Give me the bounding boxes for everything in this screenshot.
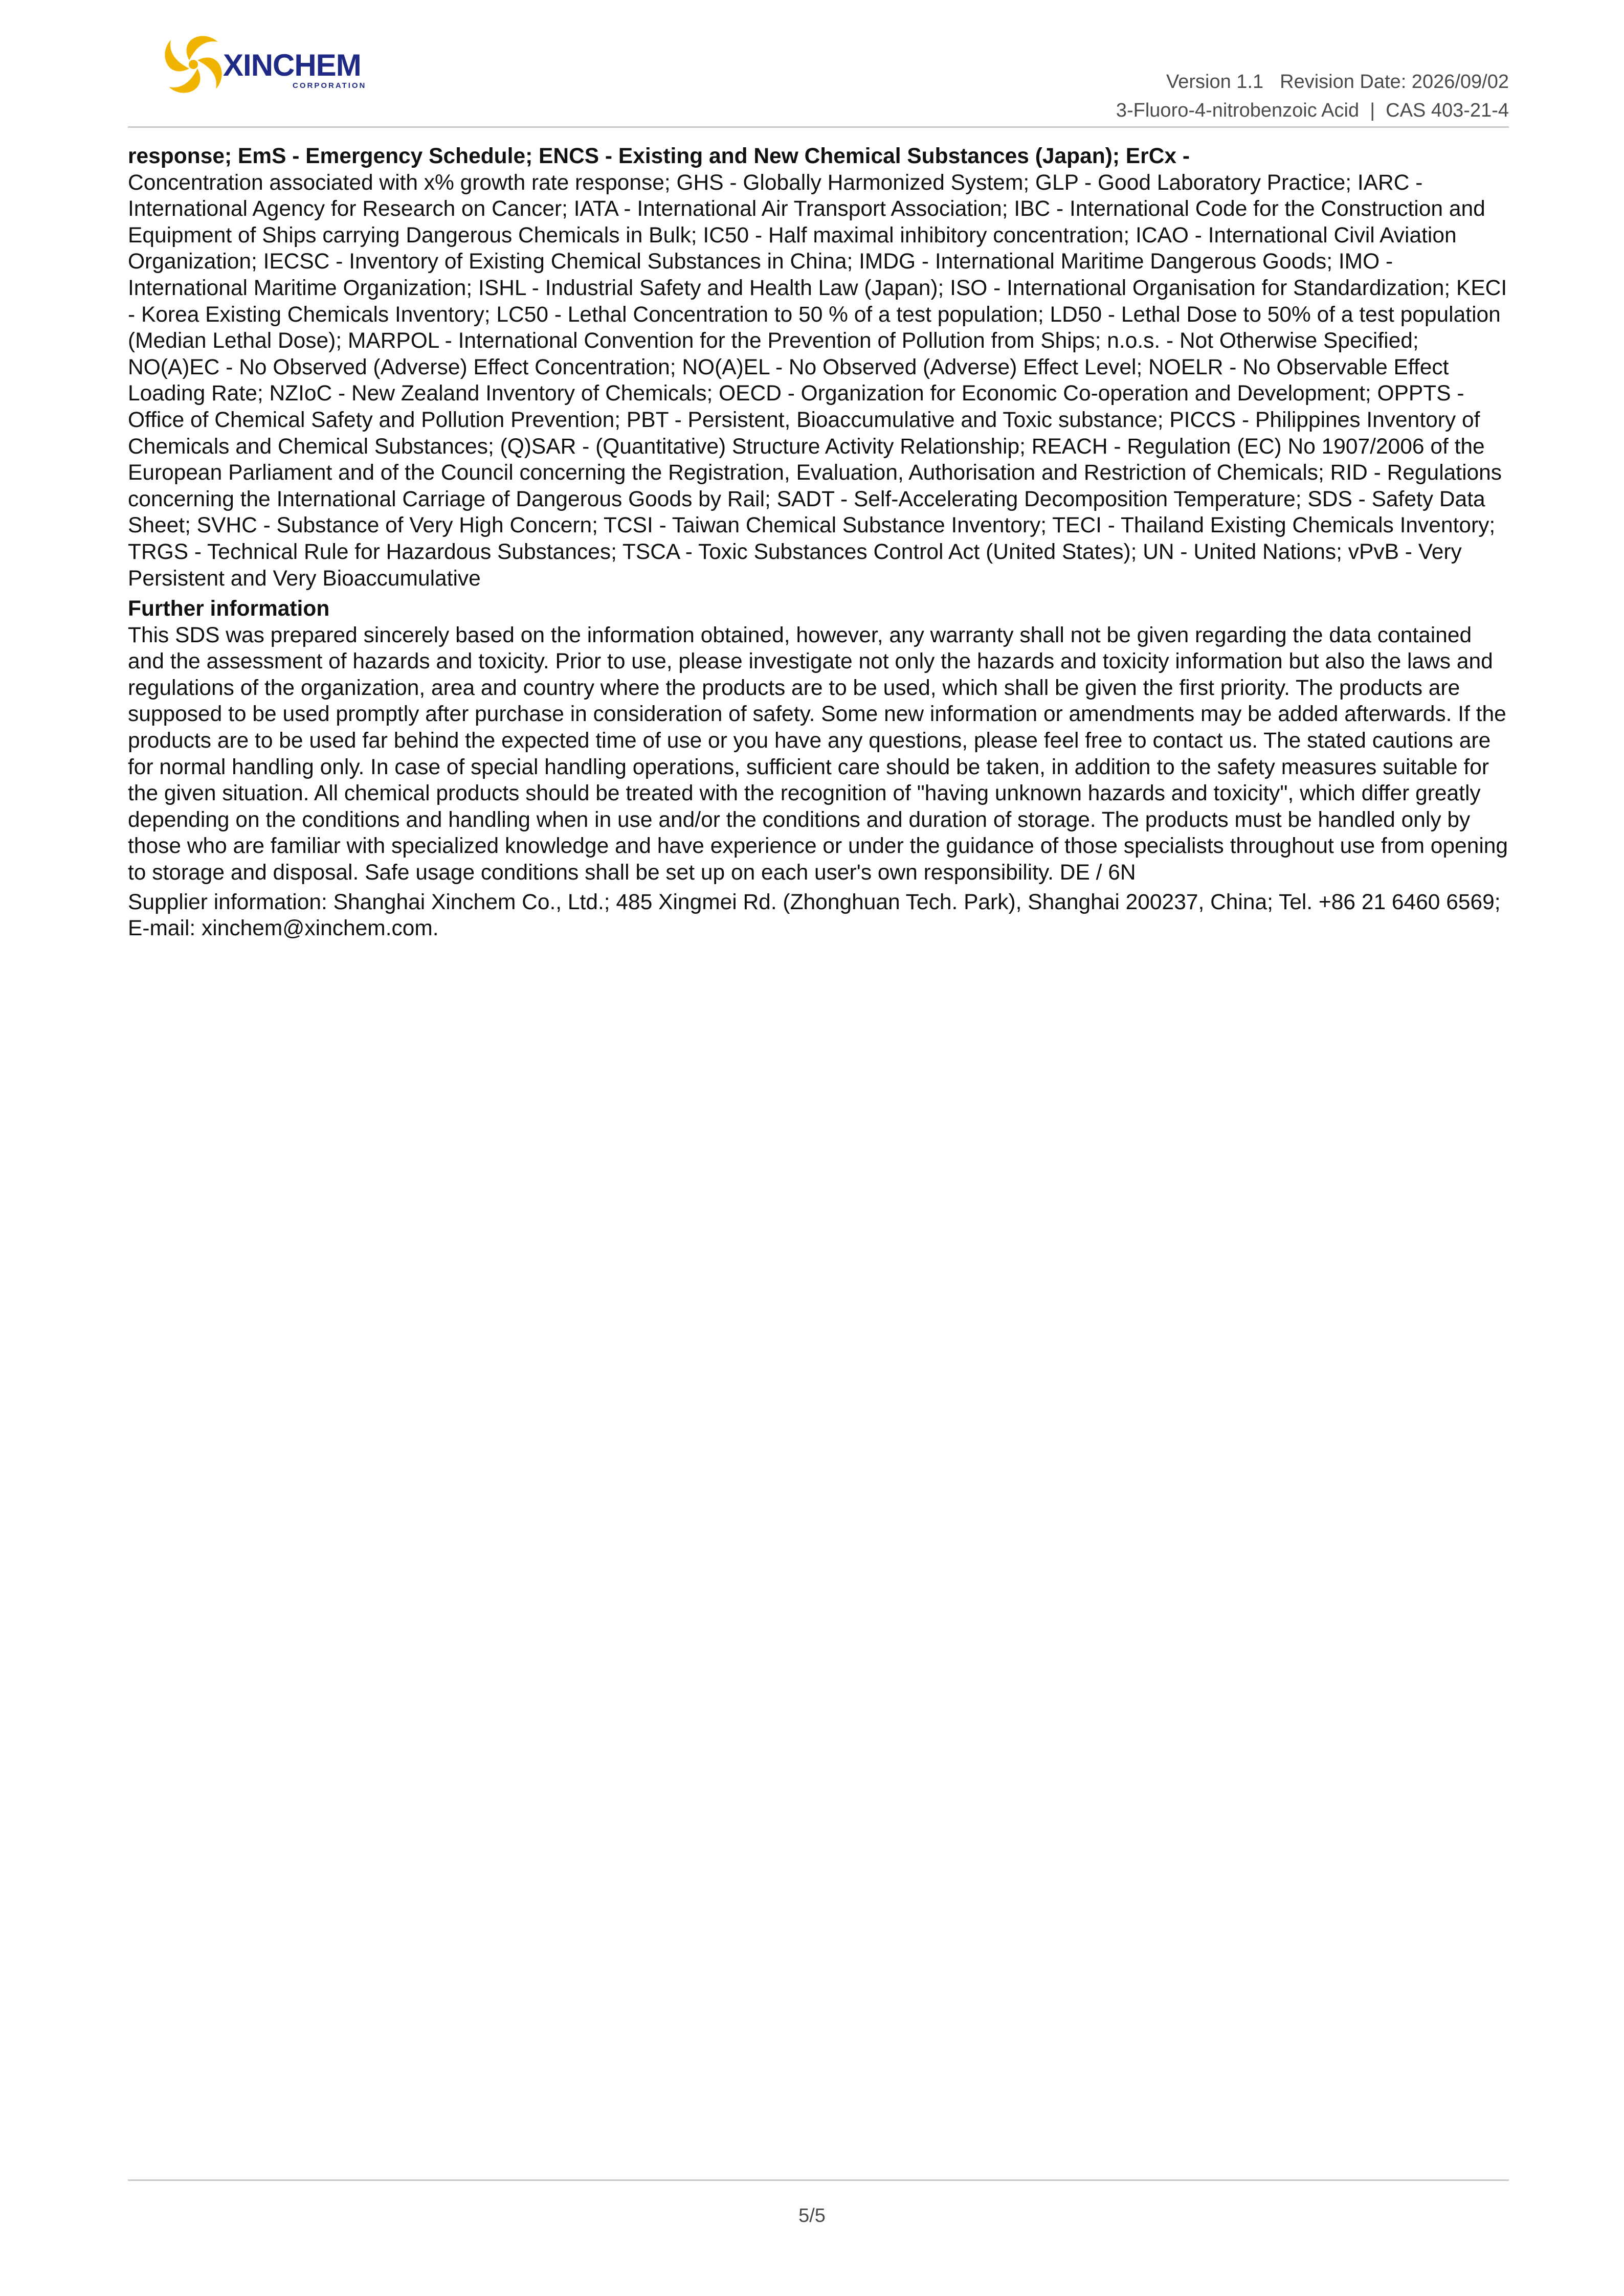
product-line: 3-Fluoro-4-nitrobenzoic Acid | CAS 403-21-4 (1116, 100, 1509, 121)
xinchem-swirl-logo-icon (159, 28, 373, 104)
supplier-information: Supplier information: Shanghai Xinchem Co., Ltd.; 485 Xingmei Rd. (Zhonghuan Tech. Park), Shanghai 200237, China; Tel. +86 21 6460 6569; E-mail: xinchem@xinchem.com. (128, 890, 1501, 941)
document-body (128, 143, 1509, 942)
footer-divider (128, 2179, 1509, 2181)
svg-text:XINCHEM: XINCHEM (223, 48, 361, 82)
revision-date: Revision Date: 2026/09/02 (1280, 71, 1509, 93)
page-header (128, 20, 1509, 128)
abbreviations-text: Concentration associated with x% growth rate response; GHS - Globally Harmonized System; GLP - Good Laboratory Practice; IARC - International Agency for Research on Cancer; IATA - International Air Transport Association; IBC - International Code for the Construction and Equipment of Ships carrying Dangerous Chemicals in Bulk; IC50 - Half maximal inhibitory concentration; ICAO - International Civil Aviation Organization; IECSC - Inventory of Existing Chemical Substances in China; IMDG - International Maritime Dangerous Goods; IMO - International Maritime Organization; ISHL - Industrial Safety and Health Law (Japan); ISO - International Organisation for Standardization; KECI - Korea Existing Chemicals Inventory; LC50 - Lethal Concentration to 50 % of a test population; LD50 - Lethal Dose to 50% of a test population (Median Lethal Dose); MARPOL - International Convention for the Prevention of Pollution from Ships; n.o.s. - Not Otherwise Specified; NO(A)EC - No Observed (Adverse) Effect Concentration; NO(A)EL - No Observed (Adverse) Effect Level; NOELR - No Observable Effect Loading Rate; NZIoC - New Zealand Inventory of Chemicals; OECD - Organization for Economic Co-operation and Development; OPPTS - Office of Chemical Safety and Pollution Prevention; PBT - Persistent, Bioaccumulative and Toxic substance; PICCS - Philippines Inventory of Chemicals and Chemical Substances; (Q)SAR - (Quantitative) Structure Activity Relationship; REACH - Regulation (EC) No 1907/2006 of the European Parliament and of the Council concerning the Registration, Evaluation, Authorisation and Restriction of Chemicals; RID - Regulations concerning the International Carriage of Dangerous Goods by Rail; SADT - Self-Accelerating Decomposition Temperature; SDS - Safety Data Sheet; SVHC - Substance of Very High Concern; TCSI - Taiwan Chemical Substance Inventory; TECI - Thailand Existing Chemicals Inventory; TRGS - Technical Rule for Hazardous Substances; TSCA - Toxic Substances Control Act (United States); UN - United Nations; vPvB - Very Persistent and Very Bioaccumulative (128, 170, 1507, 591)
abbreviations-lead: response; EmS - Emergency Schedule; ENCS - Existing and New Chemical Substances (Japan); ErCx - (128, 144, 1190, 168)
version: Version 1.1 (1166, 71, 1264, 93)
document-meta (1116, 67, 1509, 125)
page-number: 5/5 (798, 2205, 826, 2226)
further-information-heading: Further information (128, 597, 330, 621)
further-information-text: This SDS was prepared sincerely based on the information obtained, however, any warranty shall not be given regarding the data contained and the assessment of hazards and toxicity. Prior to use, please investigate not only the hazards and toxicity information but also the laws and regulations of the organization, area and country where the products are to be used, which shall be given the first priority. The products are supposed to be used promptly after purchase in consideration of safety. Some new information or amendments may be added afterwards. If the products are to be used far behind the expected time of use or you have any questions, please feel free to contact us. The stated cautions are for normal handling only. In case of special handling operations, sufficient care should be taken, in addition to the safety measures suitable for the given situation. All chemical products should be treated with the recognition of "having unknown hazards and toxicity", which differ greatly depending on the conditions and handling when in use and/or the conditions and duration of storage. The products must be handled only by those who are familiar with specialized knowledge and have experience or under the guidance of those specialists throughout use from opening to storage and disposal. Safe usage conditions shall be set up on each user's own responsibility. DE / 6N (128, 623, 1508, 885)
version-line (1116, 67, 1509, 96)
svg-text:CORPORATION: CORPORATION (293, 81, 367, 90)
